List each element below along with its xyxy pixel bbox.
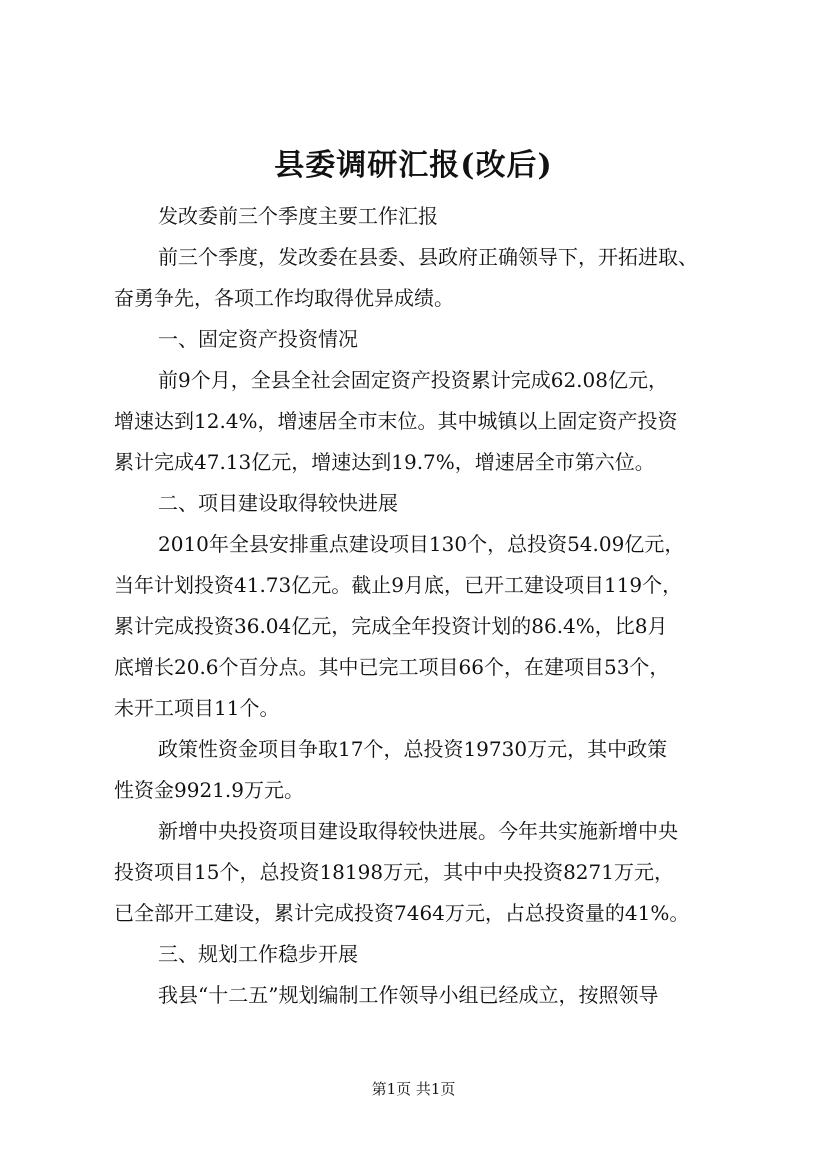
document-title: 县委调研汇报(改后): [274, 148, 553, 183]
paragraph-line-heading: 发改委前三个季度主要工作汇报: [158, 204, 438, 228]
paragraph-line: 奋勇争先，各项工作均取得优异成绩。: [114, 286, 454, 310]
paragraph-line: 前三个季度，发改委在县委、县政府正确领导下，开拓进取、: [158, 245, 698, 269]
page-number-footer: 第1页 共1页: [371, 1080, 456, 1098]
section-heading-planning: 三、规划工作稳步开展: [158, 942, 358, 966]
section-heading-projects: 二、项目建设取得较快进展: [158, 491, 398, 515]
paragraph-line: 前9个月，全县全社会固定资产投资累计完成62.08亿元，: [158, 368, 668, 392]
paragraph-line: 累计完成47.13亿元，增速达到19.7%，增速居全市第六位。: [114, 450, 655, 474]
paragraph-line: 当年计划投资41.73亿元。截止9月底，已开工建设项目119个，: [114, 573, 683, 597]
paragraph-line: 投资项目15个，总投资18198万元，其中中央投资8271万元，: [114, 860, 674, 884]
paragraph-line: 2010年全县安排重点建设项目130个，总投资54.09亿元，: [158, 532, 685, 556]
section-heading-fixed-assets: 一、固定资产投资情况: [158, 327, 358, 351]
paragraph-line: 增速达到12.4%，增速居全市末位。其中城镇以上固定资产投资: [114, 409, 678, 433]
paragraph-line: 已全部开工建设，累计完成投资7464万元，占总投资量的41%。: [114, 901, 690, 925]
document-body: [114, 196, 742, 1016]
paragraph-line: 底增长20.6个百分点。其中已完工项目66个，在建项目53个，: [114, 655, 670, 679]
paragraph-line: 政策性资金项目争取17个，总投资19730万元，其中政策: [158, 737, 668, 761]
paragraph-line: 未开工项目11个。: [114, 696, 280, 720]
paragraph-line: 性资金9921.9万元。: [114, 778, 304, 802]
paragraph-line: 累计完成投资36.04亿元，完成全年投资计划的86.4%，比8月: [114, 614, 668, 638]
paragraph-line: 我县“十二五”规划编制工作领导小组已经成立，按照领导: [158, 983, 659, 1007]
paragraph-line: 新增中央投资项目建设取得较快进展。今年共实施新增中央: [158, 819, 678, 843]
